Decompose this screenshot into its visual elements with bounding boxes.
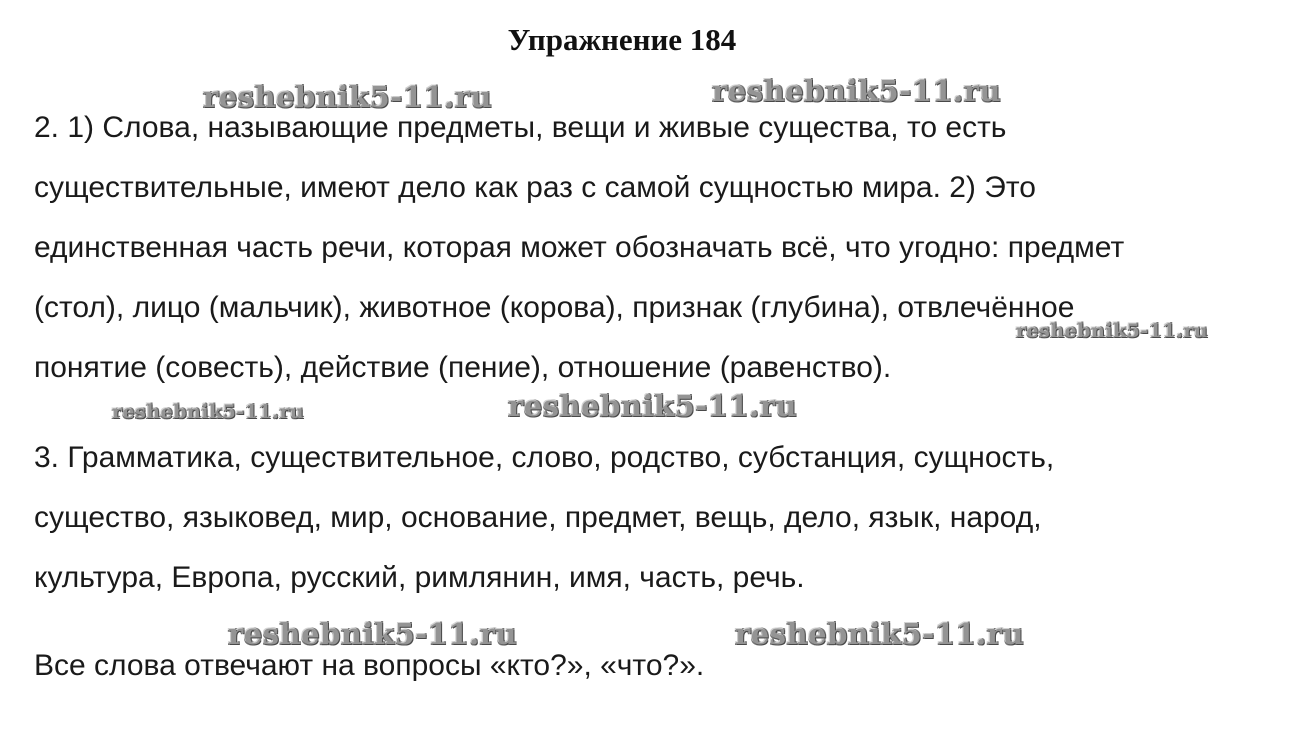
paragraph-3	[34, 428, 1244, 608]
watermark: reshebnik5-11.ru	[508, 389, 798, 423]
paragraph-3-line-2: существо, языковед, мир, основание, предмет, вещь, дело, язык, народ,	[34, 501, 1042, 534]
paragraph-3-line-1: 3. Грамматика, существительное, слово, родство, субстанция, сущность,	[34, 441, 1055, 474]
watermark: reshebnik5-11.ru	[203, 80, 493, 114]
paragraph-4-line-1: Все слова отвечают на вопросы «кто?», «что?».	[34, 649, 705, 682]
paragraph-4	[34, 636, 1244, 696]
paragraph-2	[34, 98, 1244, 398]
paragraph-3-line-3: культура, Европа, русский, римлянин, имя, часть, речь.	[34, 561, 805, 594]
paragraph-2-line-5: понятие (совесть), действие (пение), отношение (равенство).	[34, 351, 892, 384]
watermark: reshebnik5-11.ru	[1016, 320, 1209, 342]
paragraph-2-line-1: 2. 1) Слова, называющие предметы, вещи и живые существа, то есть	[34, 111, 1007, 144]
watermark: reshebnik5-11.ru	[112, 401, 305, 423]
exercise-title: Упражнение 184	[507, 22, 737, 57]
watermark: reshebnik5-11.ru	[735, 617, 1025, 651]
watermark: reshebnik5-11.ru	[228, 617, 518, 651]
paragraph-2-line-2: существительные, имеют дело как раз с самой сущностью мира. 2) Это	[34, 171, 1036, 204]
watermark: reshebnik5-11.ru	[712, 74, 1002, 108]
paragraph-2-line-4: (стол), лицо (мальчик), животное (корова), признак (глубина), отвлечённое	[34, 291, 1075, 324]
paragraph-2-line-3: единственная часть речи, которая может обозначать всё, что угодно: предмет	[34, 231, 1125, 264]
